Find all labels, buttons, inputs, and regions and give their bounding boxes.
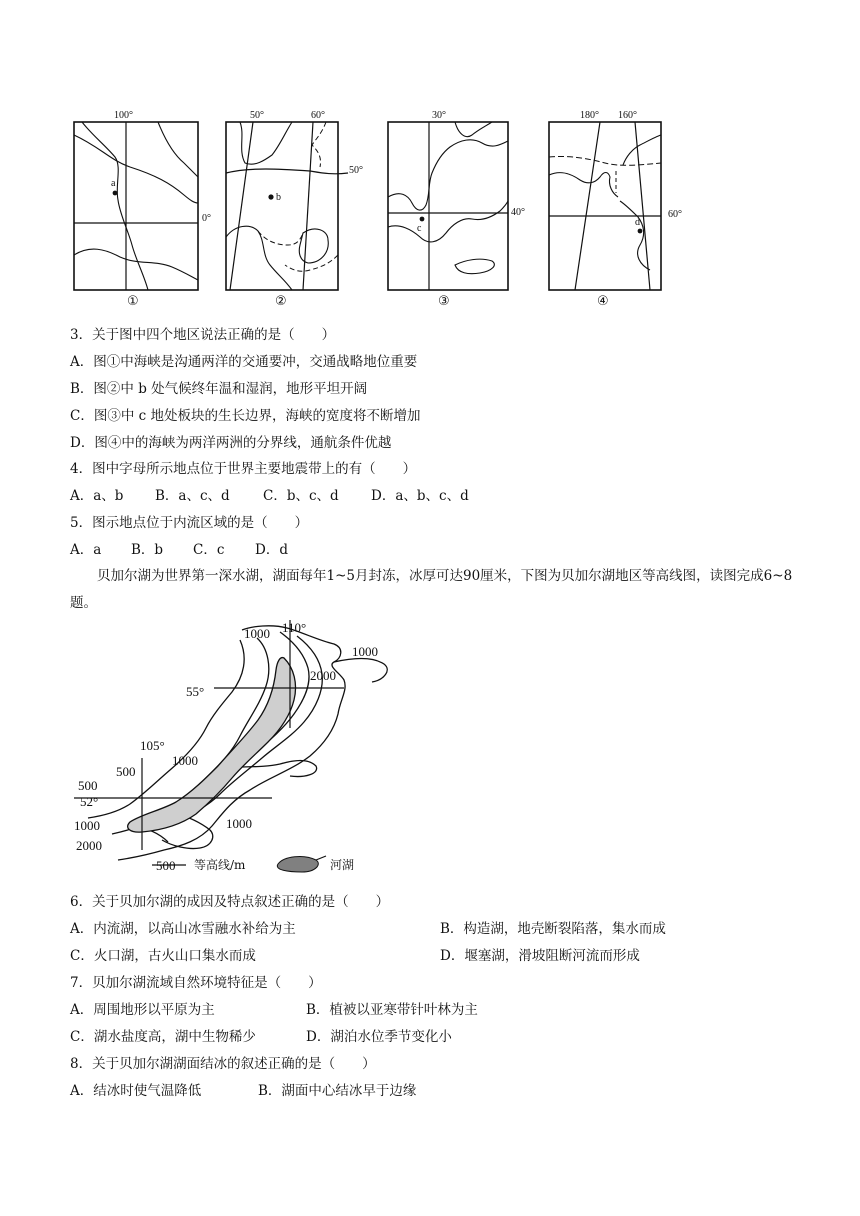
q5-option-d: D．d: [255, 542, 288, 558]
q6-option-a: A．内流湖，以高山冰雪融水补给为主: [70, 921, 296, 937]
contour-1000-bottom: 1000: [226, 816, 252, 831]
lon-110-label: 110°: [282, 620, 307, 635]
q3-stem: 3．关于图中四个地区说法正确的是（ ）: [70, 327, 336, 343]
q3-option-c: C．图③中 c 地处板块的生长边界，海峡的宽度将不断增加: [70, 408, 421, 424]
q5-options: [70, 541, 288, 559]
map-4-lon1-label: 180°: [580, 110, 599, 121]
contour-1000-top: 1000: [244, 626, 270, 641]
q4-option-d: D．a、b、c、d: [371, 488, 469, 504]
legend-contour-value: 500: [156, 858, 176, 873]
lon-105-label: 105°: [140, 738, 165, 753]
map-2-lon1-label: 50°: [250, 110, 264, 121]
q6-option-b: B．构造湖，地壳断裂陷落，集水而成: [440, 921, 666, 937]
map-2-number: ②: [275, 294, 287, 309]
q7-options-row1: [70, 1001, 478, 1019]
q7-stem: 7．贝加尔湖流域自然环境特征是（ ）: [70, 975, 322, 991]
intro-paragraph: 贝加尔湖为世界第一深水湖，湖面每年1~5月封冻，冰厚可达90厘米，下图为贝加尔湖地区等高线图，读图完成6~8题。: [70, 568, 793, 611]
q4-options: [70, 487, 469, 505]
q5-stem: 5．图示地点位于内流区域的是（ ）: [70, 515, 309, 531]
contour-500: 500: [116, 764, 136, 779]
map-1-number: ①: [127, 294, 139, 309]
map-2-lat-label: 50°: [349, 165, 363, 176]
map-2-lon2-label: 60°: [311, 110, 325, 121]
q6-stem: 6．关于贝加尔湖的成因及特点叙述正确的是（ ）: [70, 894, 390, 910]
map-4-number: ④: [597, 294, 609, 309]
q8-stem: 8．关于贝加尔湖湖面结冰的叙述正确的是（ ）: [70, 1056, 376, 1072]
map-1-lat-label: 0°: [202, 213, 211, 224]
q8-options-row1: [70, 1082, 416, 1100]
map-3-number: ③: [438, 294, 450, 309]
q7-option-b: B．植被以亚寒带针叶林为主: [306, 1002, 478, 1018]
lat-52-label: 52°: [80, 794, 99, 809]
contour-2000-left: 2000: [76, 838, 102, 853]
q5-option-a: A．a: [70, 542, 102, 558]
q7-options-row2: [70, 1028, 452, 1046]
q7-option-c: C．湖水盐度高，湖中生物稀少: [70, 1029, 256, 1045]
region-maps: [60, 105, 700, 310]
q8-option-b: B．湖面中心结冰早于边缘: [258, 1083, 417, 1099]
map-2: [226, 110, 363, 309]
q5-option-c: C．c: [193, 542, 225, 558]
q3-option-b: B．图②中 b 处气候终年温和湿润，地形平坦开阔: [70, 381, 368, 397]
map-2-point-label: b: [276, 192, 281, 203]
q4-stem: 4．图中字母所示地点位于世界主要地震带上的有（ ）: [70, 461, 417, 477]
contour-500-left: 500: [78, 778, 98, 793]
legend-contour-label: 等高线/m: [194, 858, 246, 872]
map-4: [549, 110, 682, 309]
contour-1000-right: 1000: [352, 644, 378, 659]
q6-options-row2: [70, 947, 640, 965]
map-3-lon-label: 30°: [432, 110, 446, 121]
map-4-lat-label: 60°: [668, 209, 682, 220]
map-3-lat-label: 40°: [511, 207, 525, 218]
q4-option-c: C．b、c、d: [263, 488, 339, 504]
map-4-lon2-label: 160°: [618, 110, 637, 121]
q7-option-d: D．湖泊水位季节变化小: [306, 1029, 452, 1045]
q7-option-a: A．周围地形以平原为主: [70, 1002, 215, 1018]
legend: [152, 856, 354, 873]
baikal-contour-map: [72, 618, 422, 880]
lat-55-label: 55°: [186, 684, 205, 699]
q6-options-row1: [70, 920, 666, 938]
map-1: [74, 110, 211, 309]
q5-option-b: B．b: [131, 542, 164, 558]
q6-option-c: C．火口湖，古火山口集水而成: [70, 948, 256, 964]
map-1-lon-label: 100°: [114, 110, 133, 121]
map-3-point-label: c: [417, 223, 422, 234]
q4-option-b: B．a、c、d: [155, 488, 230, 504]
map-4-point-label: d: [635, 217, 640, 228]
contour-1000-mid: 1000: [172, 753, 198, 768]
region-maps-svg: [60, 105, 700, 310]
map-3: [388, 110, 525, 309]
q3-option-a: A．图①中海峡是沟通两洋的交通要冲，交通战略地位重要: [70, 354, 418, 370]
q8-option-a: A．结冰时使气温降低: [70, 1083, 202, 1099]
baikal-map-svg: [72, 618, 422, 880]
legend-lake-label: 河湖: [330, 858, 355, 872]
q3-option-d: D．图④中的海峡为两洋两洲的分界线，通航条件优越: [70, 435, 392, 451]
q4-option-a: A．a、b: [70, 488, 124, 504]
contour-1000-left: 1000: [74, 818, 100, 833]
contour-2000-right: 2000: [310, 668, 336, 683]
q6-option-d: D．堰塞湖，滑坡阻断河流而形成: [440, 948, 640, 964]
map-1-point-label: a: [111, 178, 116, 189]
